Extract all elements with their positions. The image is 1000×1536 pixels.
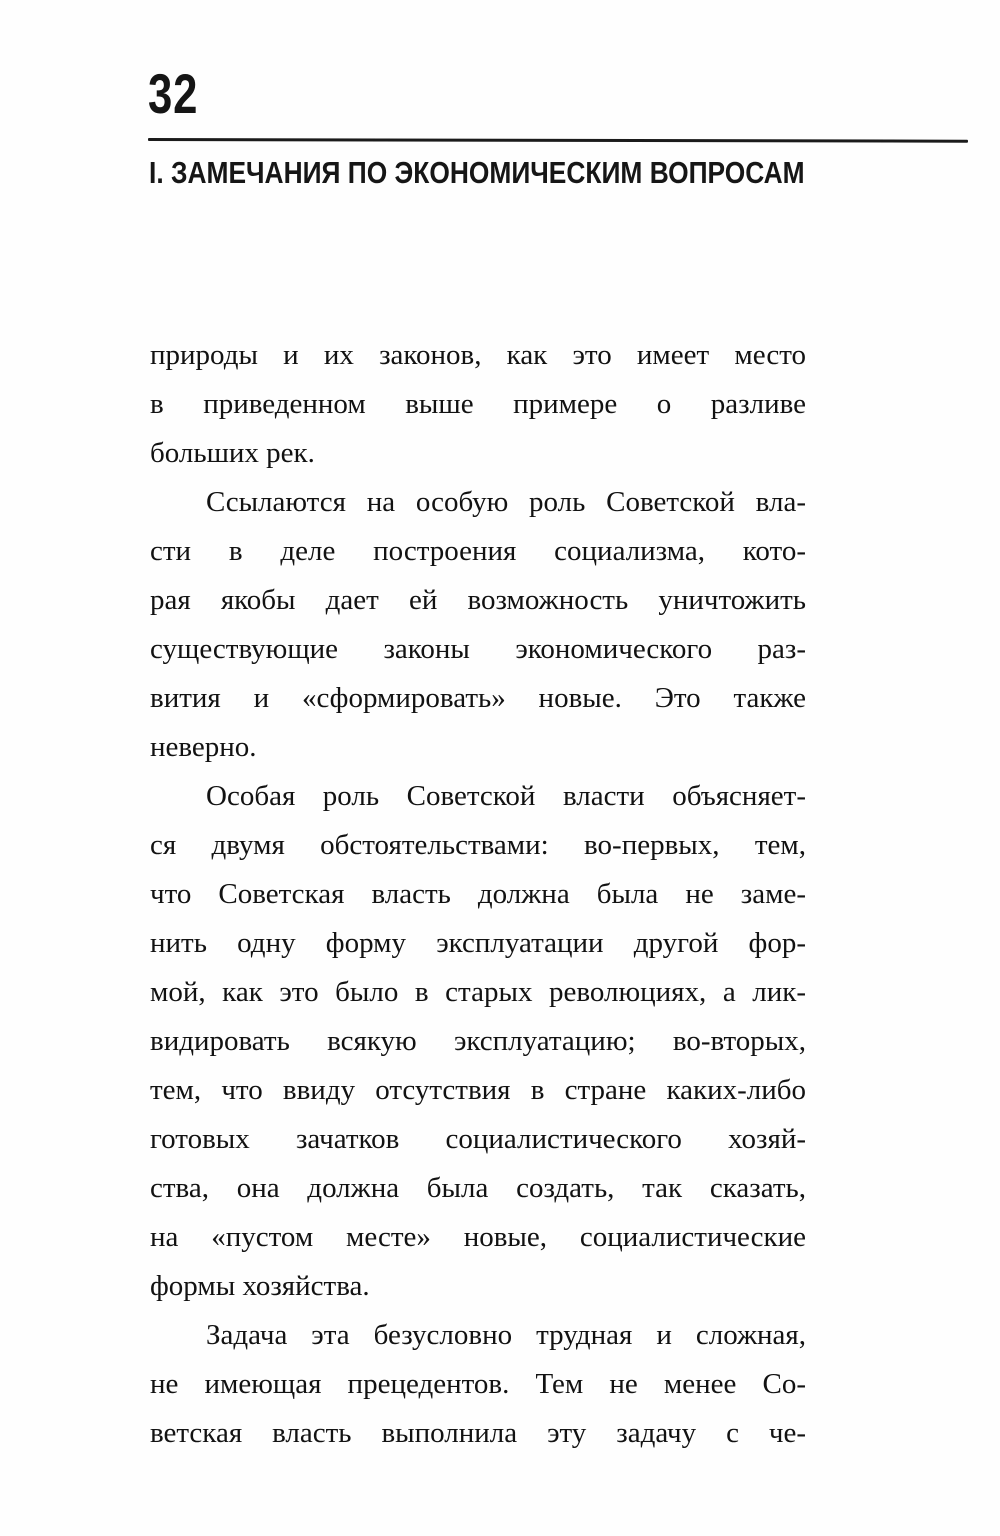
body-line: нить одну форму эксплуатации другой фор- xyxy=(150,927,806,959)
body-line: ства, она должна была создать, так сказать, xyxy=(150,1172,806,1204)
body-line: ся двумя обстоятельствами: во-первых, тем, xyxy=(150,829,806,861)
body-line: на «пустом месте» новые, социалистические xyxy=(150,1221,806,1253)
body-line: вития и «сформировать» новые. Это также xyxy=(150,682,806,714)
body-line: мой, как это было в старых революциях, а лик- xyxy=(150,976,806,1008)
body-line: сти в деле построения социализма, кото- xyxy=(150,535,806,567)
body-line: что Советская власть должна была не заме- xyxy=(150,878,806,910)
body-line: готовых зачатков социалистического хозяй- xyxy=(150,1123,806,1155)
body-line: рая якобы дает ей возможность уничтожить xyxy=(150,584,806,616)
body-line: Особая роль Советской власти объясняет- xyxy=(206,780,806,812)
body-line: природы и их законов, как это имеет место xyxy=(150,339,806,371)
body-line: формы хозяйства. xyxy=(150,1270,370,1302)
running-header: I. ЗАМЕЧАНИЯ ПО ЭКОНОМИЧЕСКИМ ВОПРОСАМ xyxy=(149,155,805,190)
body-line: больших рек. xyxy=(150,437,315,469)
body-line: неверно. xyxy=(150,731,257,763)
body-line: существующие законы экономического раз- xyxy=(150,633,806,665)
body-line: Задача эта безусловно трудная и сложная, xyxy=(206,1319,806,1351)
body-line: видировать всякую эксплуатацию; во-вторых, xyxy=(150,1025,806,1057)
body-line: не имеющая прецедентов. Тем не менее Со- xyxy=(150,1368,806,1400)
header-rule-divider xyxy=(148,138,968,143)
body-line: Ссылаются на особую роль Советской вла- xyxy=(206,486,806,518)
page-number: 32 xyxy=(148,62,199,125)
body-line: ветская власть выполнила эту задачу с че- xyxy=(150,1417,806,1449)
body-line: в приведенном выше примере о разливе xyxy=(150,388,806,420)
body-text xyxy=(150,331,806,1458)
body-line: тем, что ввиду отсутствия в стране каких-либо xyxy=(150,1074,806,1106)
